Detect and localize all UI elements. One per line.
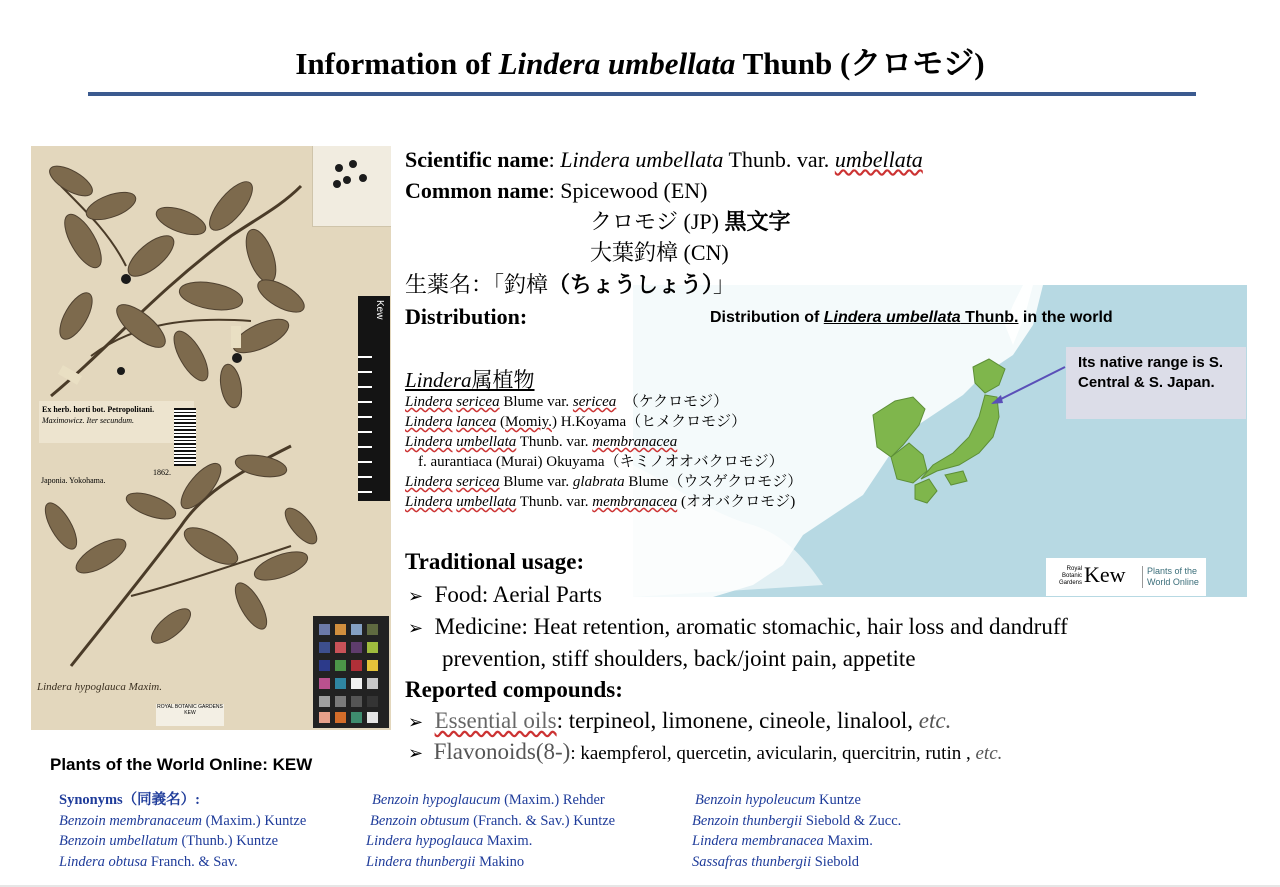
common-name-label: Common name <box>405 178 549 203</box>
author-abbrev: Momiy. <box>505 414 552 430</box>
crude-drug-row <box>405 269 735 300</box>
variety-name: membranacea <box>592 434 678 450</box>
author-text: Blume var. <box>499 474 573 490</box>
bullet-arrow-icon: ➢ <box>408 712 424 732</box>
scientific-name-row: Scientific name: Lindera umbellata Thunb. var. umbellata <box>405 147 923 172</box>
variety-name: glabrata <box>572 474 625 490</box>
species-name: umbellata <box>456 494 517 510</box>
synonym-author: Kuntze <box>815 792 861 808</box>
author-text: Thunb. var. <box>516 494 593 510</box>
seed-envelope <box>312 146 391 227</box>
scientific-name-label: Scientific name <box>405 147 549 172</box>
native-range-callout: Its native range is S. Central & S. Japan. <box>1066 347 1246 419</box>
synonym-item <box>692 811 901 832</box>
synonym-item <box>59 852 238 873</box>
crude-drug-end: 」 <box>713 272 736 297</box>
title-prefix: Information of <box>295 46 499 81</box>
synonym-author: (Maxim.) Kuntze <box>201 813 307 829</box>
distribution-map <box>633 285 1247 597</box>
author-text: Blume var. <box>499 394 573 410</box>
genus-name: Lindera <box>405 394 453 410</box>
label-line2: Maximowicz. Iter secundum. <box>42 416 134 425</box>
synonym-name: Benzoin obtusum <box>370 813 470 829</box>
distribution-label: Distribution: <box>405 304 528 329</box>
synonym-author: Siebold <box>811 854 860 870</box>
synonym-name: Lindera hypoglauca <box>366 833 484 849</box>
jp-name: ) H.Koyama（ヒメクロモジ） <box>551 414 747 430</box>
common-name-cn: 大葉釣樟 (CN) <box>590 240 729 265</box>
herbarium-specimen-image <box>31 146 391 730</box>
map-title-end: in the world <box>1018 309 1113 326</box>
bullet-arrow-icon: ➢ <box>408 586 424 606</box>
map-drawing <box>633 285 1247 597</box>
powo-text: Plants of the World Online <box>1142 566 1206 588</box>
synonym-author: Maxim. <box>823 833 873 849</box>
map-title-species: Lindera umbellata <box>823 309 961 326</box>
synonyms-heading: Synonyms（同義名）: <box>59 792 200 808</box>
common-name-jp-kanji: 黒文字 <box>724 209 791 234</box>
crude-drug-reading: （ちょうしょう） <box>548 272 714 297</box>
synonym-author: (Maxim.) Rehder <box>500 792 605 808</box>
species-name: umbellata <box>456 434 517 450</box>
map-title-prefix: Distribution of <box>710 309 824 326</box>
synonym-item <box>695 790 861 811</box>
genus-heading-italic: Lindera <box>405 368 472 392</box>
jp-name: Blume（ウスゲクロモジ） <box>624 474 803 490</box>
flavonoids-label: Flavonoids(8-) <box>433 739 571 764</box>
synonym-item <box>59 811 306 832</box>
common-name-row: Common name: Spicewood (EN) <box>405 178 708 203</box>
genus-name: Lindera <box>405 494 453 510</box>
genus-list-item <box>405 472 802 492</box>
synonym-name: Lindera obtusa <box>59 854 148 870</box>
synonym-author: (Franch. & Sav.) Kuntze <box>469 813 616 829</box>
essential-oils-list: : terpineol, limonene, cineole, linalool, <box>556 708 919 733</box>
jp-name: （キミノオオバクロモジ） <box>604 454 784 470</box>
scientific-name-species: Lindera umbellata <box>560 147 724 172</box>
usage-medicine-line2: prevention, stiff shoulders, back/joint pain, appetite <box>442 646 916 671</box>
author-text: ( <box>496 414 505 430</box>
scientific-name-author: Thunb. var. <box>723 147 835 172</box>
genus-name: Lindera <box>405 474 453 490</box>
synonym-author: Makino <box>475 854 525 870</box>
synonym-name: Benzoin membranaceum <box>59 813 202 829</box>
usage-food: Food: Aerial Parts <box>434 582 602 607</box>
genus-list-item <box>405 492 795 512</box>
scale-ruler <box>358 296 390 501</box>
common-name-en: Spicewood (EN) <box>560 178 708 203</box>
genus-heading-rest: 属植物 <box>471 368 535 392</box>
synonym-item <box>366 852 524 873</box>
bullet-arrow-icon: ➢ <box>408 618 424 638</box>
page-title <box>0 38 1280 83</box>
author-text: Thunb. var. <box>516 434 593 450</box>
synonym-name: Benzoin hypoleucum <box>695 792 816 808</box>
compounds-heading: Reported compounds: <box>405 677 623 702</box>
synonym-author: (Thunb.) Kuntze <box>177 833 279 849</box>
kew-powo-logo <box>1046 558 1206 596</box>
jp-name: (オオバクロモジ) <box>677 494 796 510</box>
usage-medicine-item <box>408 611 1068 644</box>
ruler-kew-text: Kew <box>374 300 385 320</box>
synonym-name: Benzoin umbellatum <box>59 833 178 849</box>
kew-sticker: ROYAL BOTANIC GARDENS KEW <box>156 704 224 726</box>
compounds-flavonoids-item <box>408 736 1002 769</box>
essential-oils-label: Essential oils <box>434 708 557 733</box>
synonym-name: Lindera thunbergii <box>366 854 476 870</box>
synonym-name: Benzoin hypoglaucum <box>372 792 501 808</box>
synonym-item <box>372 790 605 811</box>
synonym-author: Maxim. <box>483 833 533 849</box>
genus-name: Lindera <box>405 434 453 450</box>
synonym-author: Siebold & Zucc. <box>802 813 902 829</box>
variety-name: membranacea <box>592 494 678 510</box>
title-suffix: Thunb (クロモジ) <box>735 46 985 81</box>
common-name-jp-row <box>590 206 790 237</box>
species-name: lancea <box>456 414 497 430</box>
usage-food-item <box>408 579 602 612</box>
synonym-name: Lindera membranacea <box>692 833 824 849</box>
bullet-arrow-icon: ➢ <box>408 743 424 763</box>
species-name: sericea <box>456 474 500 490</box>
flavonoids-etc: etc. <box>975 743 1003 764</box>
title-species: Lindera umbellata <box>498 46 736 81</box>
genus-list-item <box>405 432 677 452</box>
synonym-item <box>366 831 532 852</box>
specimen-label <box>39 401 194 443</box>
genus-list-item <box>418 452 784 472</box>
specimen-caption: Plants of the World Online: KEW <box>50 755 313 774</box>
label-line1: Ex herb. horti bot. Petropolitani. <box>42 405 155 414</box>
genus-name: Lindera <box>405 414 453 430</box>
title-divider <box>88 92 1196 96</box>
kew-small-text: Royal Botanic Gardens <box>1058 566 1082 586</box>
crude-drug-label: 生薬名：「釣樟 <box>405 272 549 297</box>
variety-name: sericea <box>572 394 617 410</box>
kew-wordmark: Kew <box>1084 562 1126 587</box>
synonym-item <box>692 852 859 873</box>
compounds-oils-item <box>408 705 951 738</box>
synonym-item <box>692 831 873 852</box>
essential-oils-etc: etc. <box>918 708 952 733</box>
handwritten-determination: Lindera hypoglauca Maxim. <box>37 681 162 693</box>
genus-heading <box>405 364 535 394</box>
synonym-author: Franch. & Sav. <box>147 854 238 870</box>
genus-list-item <box>405 392 728 412</box>
barcode <box>174 408 196 466</box>
color-calibration-card <box>313 616 389 728</box>
usage-heading: Traditional usage: <box>405 549 585 574</box>
synonym-item <box>370 811 615 832</box>
synonym-item <box>59 831 278 852</box>
synonym-name: Sassafras thunbergii <box>692 854 812 870</box>
map-title <box>710 309 1113 327</box>
label-locality: Japonia. Yokohama. <box>41 476 106 485</box>
forma-text: f. aurantiaca (Murai) Okuyama <box>418 454 605 470</box>
genus-list-item <box>405 412 746 432</box>
usage-medicine-line1: Medicine: Heat retention, aromatic stomachic, hair loss and dandruff <box>434 614 1068 639</box>
common-name-jp: クロモジ (JP) <box>590 209 725 234</box>
species-name: sericea <box>456 394 500 410</box>
map-title-author: Thunb. <box>960 309 1019 326</box>
label-year: 1862. <box>153 468 171 477</box>
scientific-name-variety: umbellata <box>834 147 923 172</box>
synonym-name: Benzoin thunbergii <box>692 813 803 829</box>
flavonoids-list: : kaempferol, quercetin, avicularin, quercitrin, rutin , <box>570 743 976 764</box>
jp-name: （ケクロモジ） <box>616 394 729 410</box>
